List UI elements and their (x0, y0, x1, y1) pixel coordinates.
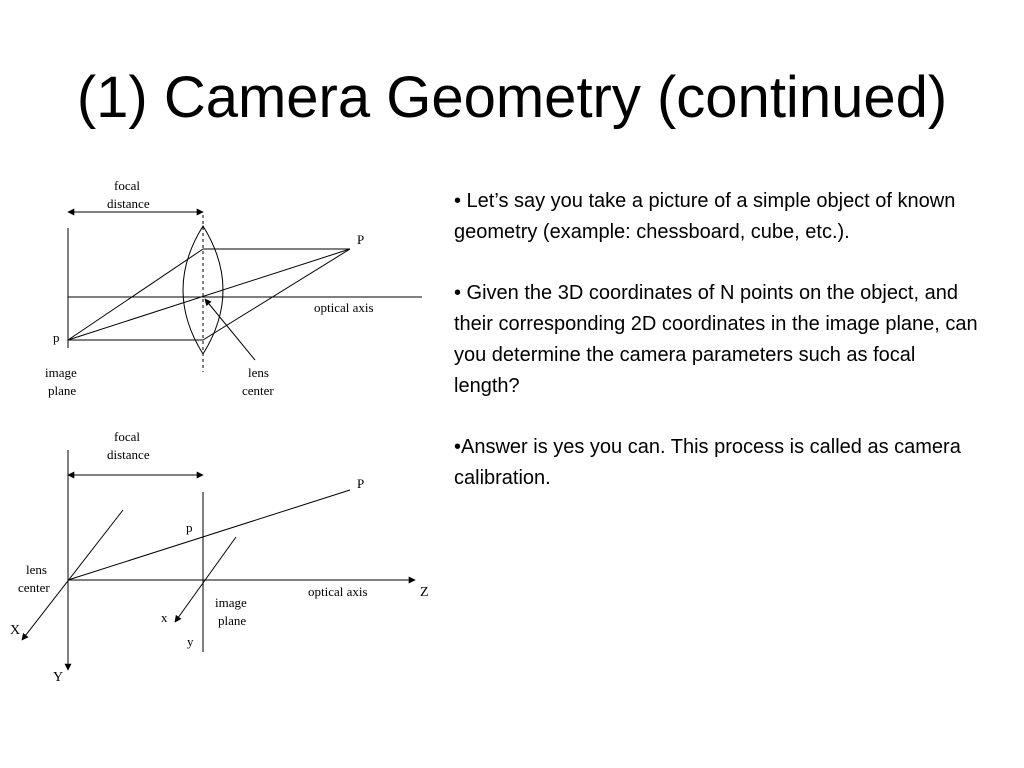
lens-center-label-bottom-line1: lens (26, 562, 47, 577)
camera-geometry-diagram (0, 170, 450, 690)
image-plane-label-bottom-line1: image (215, 595, 247, 610)
X-axis-label: X (10, 623, 21, 638)
lens-center-label-line1: lens (248, 365, 269, 380)
projection-ray (68, 490, 350, 580)
optical-axis-label-bottom: optical axis (308, 584, 368, 599)
x-axis-label: x (161, 610, 168, 625)
focal-label-line1: focal (114, 178, 140, 193)
point-P-label-bottom: P (357, 476, 365, 491)
focal-label-line2: distance (107, 196, 150, 211)
focal-label-bottom-line1: focal (114, 429, 140, 444)
Y-axis-label: Y (53, 670, 64, 685)
bullet-list (454, 186, 984, 524)
lens-center-label-bottom-line2: center (18, 580, 50, 595)
bullet-item-1: • Let’s say you take a picture of a simple object of known geometry (example: chessboard, cube, etc.). (454, 190, 956, 243)
image-plane-label-bottom-line2: plane (218, 613, 247, 628)
bullet-item-3: •Answer is yes you can. This process is called as camera calibration. (454, 436, 961, 489)
lens-model-diagram (68, 212, 422, 372)
lens-center-pointer (205, 299, 255, 360)
ray-upper (203, 249, 350, 340)
ray-chief (68, 249, 350, 340)
point-p-label: p (53, 330, 60, 345)
point-P-label: P (357, 232, 365, 247)
slide-title: (1) Camera Geometry (continued) (76, 65, 948, 130)
bullet-item-2: • Given the 3D coordinates of N points on the object, and their corresponding 2D coordinates in the image plane, can you determine the camera parameters such as focal length? (454, 282, 978, 397)
image-plane-label-line2: plane (48, 383, 77, 398)
lens-center-label-line2: center (242, 383, 274, 398)
Z-axis-label: Z (420, 585, 429, 600)
focal-label-bottom-line2: distance (107, 447, 150, 462)
y-axis-label: y (187, 634, 194, 649)
point-p-label-bottom: p (186, 520, 193, 535)
optical-axis-label: optical axis (314, 300, 374, 315)
image-plane-label-line1: image (45, 365, 77, 380)
